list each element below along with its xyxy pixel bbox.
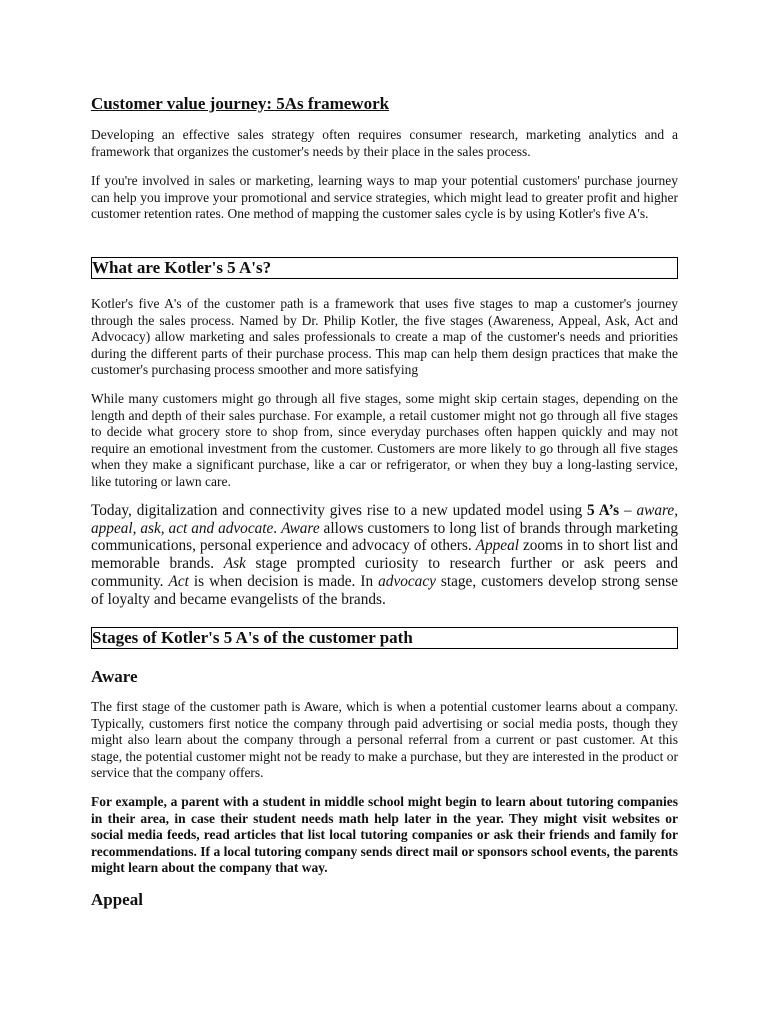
section-heading-stages: Stages of Kotler's 5 A's of the customer path	[91, 627, 678, 649]
italic-act: Act	[168, 572, 189, 590]
aware-example-paragraph: For example, a parent with a student in middle school might begin to learn about tutoring companies in their area, in case their student needs math help later in the year. They might visit websites or social media feeds, read articles that list local tutoring companies or ask their friends and family for recommendations. If a local tutoring company sends direct mail or sponsors school events, the parents might learn about the company that way.	[91, 794, 678, 876]
section-1-paragraph-1: Kotler's five A's of the customer path is a framework that uses five stages to map a customer's journey through the sales process. Named by Dr. Philip Kotler, the five stages (Awareness, Appeal, Ask, Act and Advocacy) allow marketing and sales professionals to create a map of the customer's needs and priorities during the different parts of their purchase process. This map can help them design practices that make the customer's purchasing process smoother and more satisfying	[91, 296, 678, 378]
text-run: –	[619, 502, 637, 519]
section-1-paragraph-2: While many customers might go through all five stages, some might skip certain stages, depending on the length and depth of their sales purchase. For example, a retail customer might not go through all five stages to decide what grocery store to shop from, since everyday purchases often happen quickly and may not require an emotional investment from the customer. Customers are more likely to go through all five stages when they make a significant purchase, like a car or refrigerator, or when they buy a long-lasting service, like tutoring or lawn care.	[91, 391, 678, 489]
subheading-appeal: Appeal	[91, 890, 143, 909]
italic-advocacy: advocacy	[378, 572, 436, 590]
text-run: allows customers to long list of brands through marketing communications, personal experience and advocacy of others.	[91, 519, 678, 555]
subheading-aware: Aware	[91, 667, 138, 686]
italic-stage-list: aware, appeal, ask, act and advocate	[91, 502, 679, 537]
italic-appeal: Appeal	[475, 537, 519, 555]
bold-5as: 5 A’s	[587, 502, 620, 519]
text-run: Today, digitalization and connectivity gives rise to a new updated model using	[91, 502, 588, 519]
section-1-paragraph-3	[91, 502, 678, 608]
text-run: stage prompted curiosity to research further or ask peers and community.	[91, 555, 679, 590]
text-run: is when decision is made. In	[188, 572, 379, 590]
text-run: .	[273, 519, 282, 537]
italic-aware: Aware	[281, 519, 320, 537]
intro-paragraph-1: Developing an effective sales strategy often requires consumer research, marketing analytics and a framework that organizes the customer's needs by their place in the sales process.	[91, 127, 678, 159]
text-run: zooms in to short list and memorable brands.	[91, 537, 678, 573]
italic-ask: Ask	[223, 555, 246, 573]
aware-paragraph: The first stage of the customer path is Aware, which is when a potential customer learns about a company. Typically, customers first notice the company through paid advertising or social media posts, though they might also learn about the company through a personal referral from a current or past customer. At this stage, the potential customer might not be ready to make a purchase, but they are interested in the product or service that the company offers.	[91, 699, 678, 781]
intro-paragraph-2: If you're involved in sales or marketing, learning ways to map your potential customers' purchase journey can help you improve your promotional and service strategies, which might lead to greater profit and higher customer retention rates. One method of mapping the customer sales cycle is by using Kotler's five A's.	[91, 173, 678, 222]
document-title: Customer value journey: 5As framework	[91, 94, 390, 113]
section-heading-what-are-5as: What are Kotler's 5 A's?	[91, 257, 678, 279]
text-run: stage, customers develop strong sense of loyalty and became evangelists of the brands.	[91, 572, 678, 608]
